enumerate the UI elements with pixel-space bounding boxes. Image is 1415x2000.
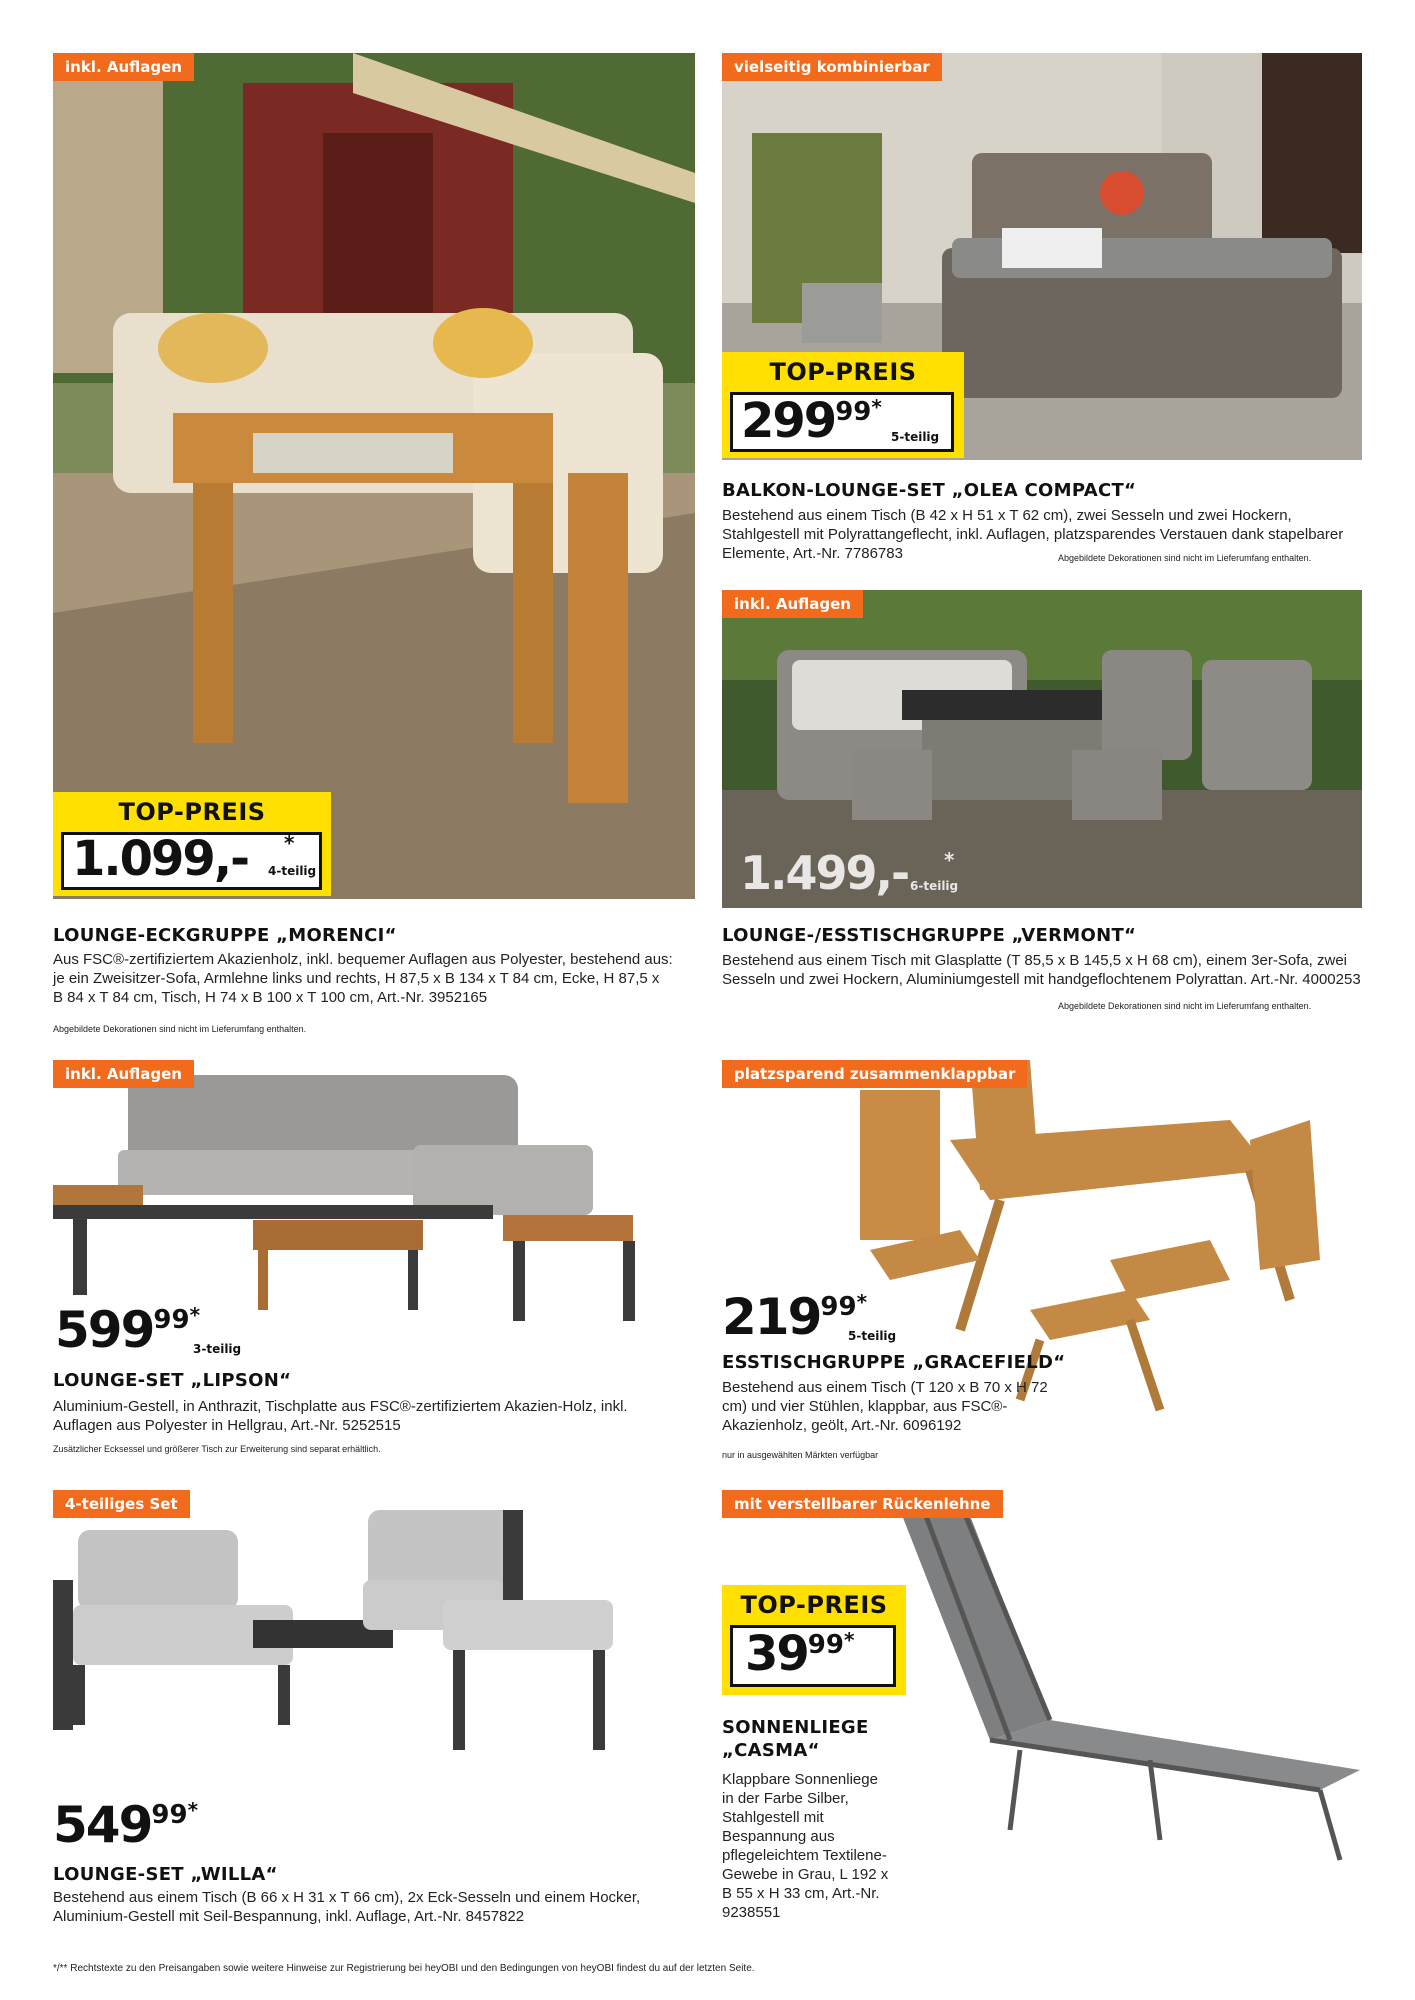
product-title: ESSTISCHGRUPPE „GRACEFIELD“ xyxy=(722,1352,1066,1373)
product-title: „CASMA“ xyxy=(722,1740,820,1761)
product-title: LOUNGE-SET „WILLA“ xyxy=(53,1864,278,1885)
photo-morenci xyxy=(53,53,695,899)
product-title: SONNENLIEGE xyxy=(722,1717,869,1738)
tag-4-teiliges-set: 4-teiliges Set xyxy=(53,1490,190,1518)
product-note: Abgebildete Dekorationen sind nicht im Lieferumfang enthalten. xyxy=(53,1024,307,1034)
price: 1.099,- * 4-teilig xyxy=(72,831,317,887)
pieces-label: 5-teilig xyxy=(848,1329,897,1343)
price: 1.499,- * 6-teilig xyxy=(740,846,959,900)
price-box xyxy=(730,1625,896,1687)
photo-lipson xyxy=(53,1055,693,1335)
pieces-label: 3-teilig xyxy=(193,1342,242,1356)
footer-legal: */** Rechtstexte zu den Preisangaben sowie weitere Hinweise zur Registrierung bei heyOBI und den Bedingungen von heyOBI findest du auf der letzten Seite. xyxy=(53,1963,755,1974)
product-note: Abgebildete Dekorationen sind nicht im Lieferumfang enthalten. xyxy=(1058,1001,1312,1011)
tag-verstellbare-rueckenlehne: mit verstellbarer Rückenlehne xyxy=(722,1490,1003,1518)
price: 54999* xyxy=(53,1796,199,1854)
pieces-label: 5-teilig xyxy=(891,430,940,444)
tag-platzsparend: platzsparend zusammenklappbar xyxy=(722,1060,1027,1088)
product-description: Bestehend aus einem Tisch (T 120 x B 70 x H 72 cm) und vier Stühlen, klappbar, aus FSC®-Akazienholz, geölt, Art.-Nr. 6096192 xyxy=(722,1379,1048,1434)
price: 59999* 3-teilig xyxy=(55,1301,242,1359)
price-box xyxy=(61,832,322,890)
top-preis-label: TOP-PREIS xyxy=(118,798,266,826)
product-description: Klappbare Sonnenliege in der Farbe Silber, Stahlgestell mit Bespannung aus pflegeleichtem Textilene-Gewebe in Grau, L 192 x B 55 x H 33 cm, Art.-Nr. 9238551 xyxy=(722,1771,889,1921)
product-note: Zusätzlicher Ecksessel und größerer Tisch zur Erweiterung sind separat erhältlich. xyxy=(53,1444,381,1454)
product-title: BALKON-LOUNGE-SET „OLEA COMPACT“ xyxy=(722,480,1137,501)
top-preis-badge xyxy=(722,1585,906,1695)
tag-inkl-auflagen: inkl. Auflagen xyxy=(53,1060,194,1088)
top-preis-badge xyxy=(722,352,964,458)
price: 21999* 5-teilig xyxy=(722,1288,897,1346)
price: 3999* xyxy=(745,1626,855,1682)
product-description: Aus FSC®-zertifiziertem Akazienholz, inkl. bequemer Auflagen aus Polyester, bestehend aus: je ein Zweisitzer-Sofa, Armlehne links und rechts, H 87,5 x B 134 x T 84 cm, Ecke, H 87,5 x B 84 x T 84 cm, Tisch, H 74 x B 100 x T 100 cm, Art.-Nr. 3952165 xyxy=(53,951,673,1006)
tag-vielseitig-kombinierbar: vielseitig kombinierbar xyxy=(722,53,942,81)
tag-inkl-auflagen: inkl. Auflagen xyxy=(722,590,863,618)
product-description: Bestehend aus einem Tisch (B 66 x H 31 x T 66 cm), 2x Eck-Sesseln und einem Hocker, Aluminium-Gestell mit Seil-Bespannung, inkl. Auflage, Art.-Nr. 8457822 xyxy=(53,1889,641,1925)
product-description: Bestehend aus einem Tisch mit Glasplatte (T 85,5 x B 145,5 x H 68 cm), einem 3er-Sofa, zwei Sesseln und zwei Hockern, Aluminiumgestell mit handgeflochtenem Polyrattan. Art.-Nr. 4000253 xyxy=(722,952,1361,988)
photo-willa xyxy=(53,1490,653,1790)
tag-inkl-auflagen: inkl. Auflagen xyxy=(53,53,194,81)
top-preis-badge xyxy=(53,792,331,896)
pieces-label: 4-teilig xyxy=(268,864,317,878)
price-box xyxy=(730,392,954,452)
product-note: nur in ausgewählten Märkten verfügbar xyxy=(722,1450,879,1460)
top-preis-label: TOP-PREIS xyxy=(740,1591,888,1619)
top-preis-label: TOP-PREIS xyxy=(769,358,917,386)
product-note: Abgebildete Dekorationen sind nicht im Lieferumfang enthalten. xyxy=(1058,553,1312,563)
photo-casma xyxy=(900,1490,1370,1870)
price: 29999* 5-teilig xyxy=(741,393,940,449)
product-title: LOUNGE-ECKGRUPPE „MORENCI“ xyxy=(53,925,397,946)
product-title: LOUNGE-SET „LIPSON“ xyxy=(53,1370,292,1391)
product-description: Bestehend aus einem Tisch (B 42 x H 51 x T 62 cm), zwei Sesseln und zwei Hockern, Stahlgestell mit Polyrattangeflecht, inkl. Auflagen, platzsparendes Verstauen dank stapelbarer Elemente, Art.-Nr. 7786783 xyxy=(722,507,1344,562)
pieces-label: 6-teilig xyxy=(910,879,959,893)
product-description: Aluminium-Gestell, in Anthrazit, Tischplatte aus FSC®-zertifiziertem Akazien-Holz, inkl. Auflagen aus Polyester in Hellgrau, Art.-Nr. 5252515 xyxy=(53,1398,628,1434)
product-title: LOUNGE-/ESSTISCHGRUPPE „VERMONT“ xyxy=(722,925,1137,946)
